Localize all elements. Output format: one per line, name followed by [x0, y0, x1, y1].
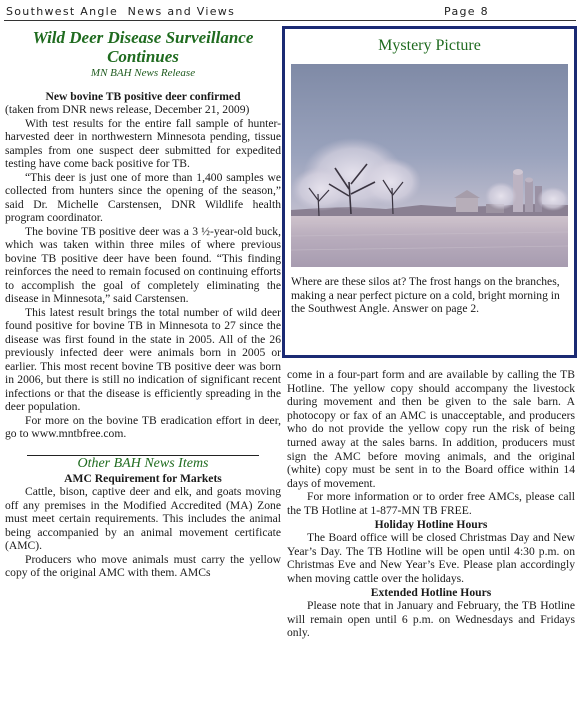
page-header: [0, 0, 580, 22]
article-paragraph: This latest result brings the total number of wild deer found positive for bovine TB in Minnesota to 27 since the disease was first found in the state in 2005. All of the 26 previously infected deer were animals born in 2005 or earlier. This most recent bovine TB positive deer was born in 2006, but there is still no indication of significant recent infections or that the disease is efficiently spreading in the deer population.: [5, 305, 281, 413]
amc-paragraph: Cattle, bison, captive deer and elk, and goats moving off any premises in the Modified Accredited (MA) Zone must meet certain requirements. This includes the animal being accompanied by an animal movement certificate (AMC).: [5, 485, 281, 552]
header-rule: [4, 20, 576, 21]
holiday-subhead: Holiday Hotline Hours: [374, 517, 488, 531]
mystery-picture-box: [282, 26, 577, 358]
article-title: Wild Deer Disease Surveillance Continues: [32, 28, 254, 66]
extended-paragraph: Please note that in January and February, the TB Hotline will remain open until 6 p.m. on Wednesdays and Fridays only.: [287, 599, 575, 640]
frosty-field-photo: [291, 64, 568, 267]
section-title: Other BAH News Items: [77, 455, 209, 471]
amc-paragraph: Producers who move animals must carry the yellow copy of the original AMC with them. AMCs: [5, 552, 281, 579]
left-column: [5, 28, 281, 700]
article-paragraph: With test results for the entire fall sample of hunter-harvested deer in northwestern Minnesota pending, tissue samples from one suspect deer submitted for expedited testing have come back positive for TB.: [5, 116, 281, 170]
extended-subhead: Extended Hotline Hours: [370, 585, 492, 599]
holiday-paragraph: The Board office will be closed Christmas Day and New Year’s Day. The TB Hotline will be open until 4:30 p.m. on Christmas Eve and New Year’s Eve. Please plan accordingly when moving cattle over the holidays.: [287, 531, 575, 585]
right-column: [287, 368, 575, 702]
article-paragraph: The bovine TB positive deer was a 3 ½-year-old buck, which was taken within three miles of where previous bovine TB positive deer have been found. “This finding reinforces the need to remain focused on continuing efforts to accomplish the goal of completely eliminating the disease in Minnesota,” said Carstensen.: [5, 224, 281, 305]
article-paragraph: “This deer is just one of more than 1,400 samples we collected from hunters since the opening of the season,” said Dr. Michelle Carstensen, DNR Wildlife health program coordinator.: [5, 170, 281, 224]
amc-subhead: AMC Requirement for Markets: [64, 471, 222, 485]
amc-paragraph-continued: come in a four-part form and are available by calling the TB Hotline. The yellow copy should accompany the livestock during movement and then be given to the sale barn. A photocopy or fax of an AMC is unacceptable, and producers who do not provide the yellow copy run the risk of being turned away at the sales barns. In addition, producers must sign the AMC before moving animals, and the original (white) copy must be sent in to the Board office within 14 days of movement.: [287, 368, 575, 490]
publication-name: Southwest Angle News and Views: [6, 5, 236, 18]
article-byline: MN BAH News Release: [90, 67, 196, 79]
mystery-photo: [291, 64, 568, 267]
mystery-caption: Where are these silos at? The frost hangs on the branches, making a near perfect picture on a cold, bright morning in the Southwest Angle. Answer on page 2.: [291, 275, 560, 315]
article-subhead: New bovine TB positive deer confirmed: [45, 89, 241, 103]
source-note: (taken from DNR news release, December 21, 2009): [5, 103, 250, 116]
amc-paragraph: For more information or to order free AMCs, please call the TB Hotline at 1-877-MN TB FREE.: [287, 490, 575, 517]
article-paragraph: For more on the bovine TB eradication effort in deer, go to www.mntbfree.com.: [5, 413, 281, 440]
mystery-title: Mystery Picture: [378, 37, 481, 54]
page-number: Page 8: [444, 5, 489, 18]
